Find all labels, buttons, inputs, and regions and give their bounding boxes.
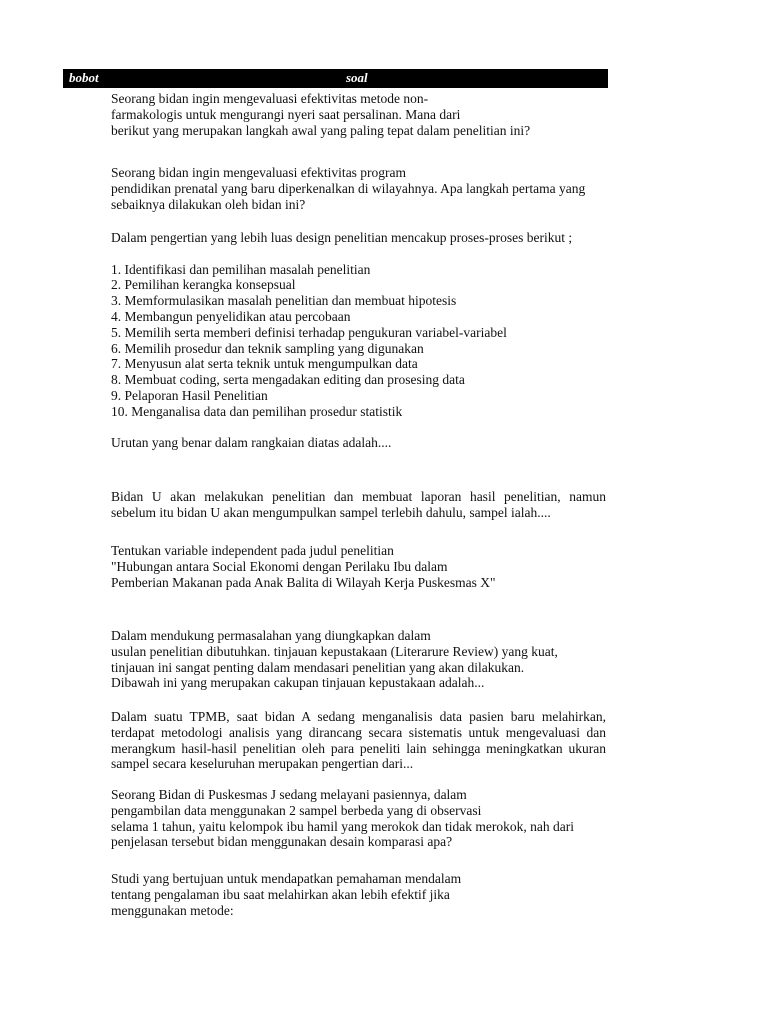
- question-line: Dibawah ini yang merupakan cakupan tinjauan kepustakaan adalah...: [111, 675, 485, 691]
- list-item: 4. Membangun penyelidikan atau percobaan: [111, 308, 351, 324]
- list-item: 9. Pelaporan Hasil Penelitian: [111, 387, 268, 403]
- list-item: 5. Memilih serta memberi definisi terhadap pengukuran variabel-variabel: [111, 324, 507, 340]
- question-line: menggunakan metode:: [111, 902, 234, 918]
- table-header: [63, 69, 608, 88]
- question-line: terdapat metodologi analisis yang dirancang secara sistematis untuk mengevaluasi dan: [111, 724, 606, 740]
- question-line: Dalam suatu TPMB, saat bidan A sedang menganalisis data pasien baru melahirkan,: [111, 709, 606, 724]
- question-line: usulan penelitian dibutuhkan. tinjauan kepustakaan (Literarure Review) yang kuat,: [111, 643, 558, 659]
- question-5: [111, 543, 606, 590]
- question-line: selama 1 tahun, yaitu kelompok ibu hamil yang merokok dan tidak merokok, nah dari: [111, 818, 575, 834]
- question-6: [111, 628, 606, 691]
- question-line: Seorang Bidan di Puskesmas J sedang melayani pasiennya, dalam: [111, 787, 467, 802]
- question-2: [111, 165, 606, 212]
- question-line: farmakologis untuk mengurangi nyeri saat persalinan. Mana dari: [111, 106, 461, 122]
- question-line: berikut yang merupakan langkah awal yang paling tepat dalam penelitian ini?: [111, 122, 531, 138]
- question-line: tentang pengalaman ibu saat melahirkan akan lebih efektif jika: [111, 886, 450, 902]
- question-4: [111, 489, 606, 521]
- question-line: Seorang bidan ingin mengevaluasi efektivitas program: [111, 165, 407, 180]
- question-line: pendidikan prenatal yang baru diperkenalkan di wilayahnya. Apa langkah pertama yang: [111, 180, 586, 196]
- question-line: sebelum itu bidan U akan mengumpulkan sampel terlebih dahulu, sampel ialah....: [111, 504, 551, 520]
- question-3: [111, 230, 606, 451]
- question-line: Pemberian Makanan pada Anak Balita di Wilayah Kerja Puskesmas X": [111, 574, 496, 590]
- question-1: [111, 91, 606, 138]
- question-line: Dalam mendukung permasalahan yang diungkapkan dalam: [111, 628, 431, 643]
- question-line: Studi yang bertujuan untuk mendapatkan pemahaman mendalam: [111, 871, 462, 886]
- question-9: [111, 871, 606, 918]
- question-line: Tentukan variable independent pada judul penelitian: [111, 543, 394, 558]
- question-line: Bidan U akan melakukan penelitian dan membuat laporan hasil penelitian, namun: [111, 489, 606, 504]
- question-7: [111, 709, 606, 772]
- list-item: 8. Membuat coding, serta mengadakan editing dan prosesing data: [111, 372, 465, 388]
- list-item: 7. Menyusun alat serta teknik untuk mengumpulkan data: [111, 356, 418, 372]
- list-item: 2. Pemilihan kerangka konsepsual: [111, 277, 296, 293]
- list-item: 10. Menganalisa data dan pemilihan prosedur statistik: [111, 403, 403, 419]
- column-header-soal: soal: [346, 70, 368, 85]
- question-line: penjelasan tersebut bidan menggunakan desain komparasi apa?: [111, 834, 453, 850]
- blank-line: [111, 420, 606, 436]
- question-8: [111, 787, 606, 850]
- question-line: sampel secara keseluruhan merupakan pengertian dari...: [111, 756, 414, 772]
- question-line: Urutan yang benar dalam rangkaian diatas adalah....: [111, 435, 392, 451]
- question-line: Dalam pengertian yang lebih luas design penelitian mencakup proses-proses berikut ;: [111, 230, 573, 245]
- question-line: sebaiknya dilakukan oleh bidan ini?: [111, 196, 306, 212]
- list-item: 1. Identifikasi dan pemilihan masalah penelitian: [111, 261, 371, 277]
- list-item: 6. Memilih prosedur dan teknik sampling yang digunakan: [111, 340, 424, 356]
- list-item: 3. Memformulasikan masalah penelitian dan membuat hipotesis: [111, 293, 457, 309]
- question-line: "Hubungan antara Social Ekonomi dengan Perilaku Ibu dalam: [111, 558, 448, 574]
- column-header-bobot: bobot: [69, 70, 99, 85]
- question-line: tinjauan ini sangat penting dalam mendasari penelitian yang akan dilakukan.: [111, 659, 525, 675]
- question-line: Seorang bidan ingin mengevaluasi efektivitas metode non-: [111, 91, 429, 106]
- question-line: merangkum hasil-hasil penelitian oleh para peneliti lain sehingga meningkatkan ukuran: [111, 740, 606, 756]
- blank-line: [111, 246, 606, 262]
- question-line: pengambilan data menggunakan 2 sampel berbeda yang di observasi: [111, 802, 482, 818]
